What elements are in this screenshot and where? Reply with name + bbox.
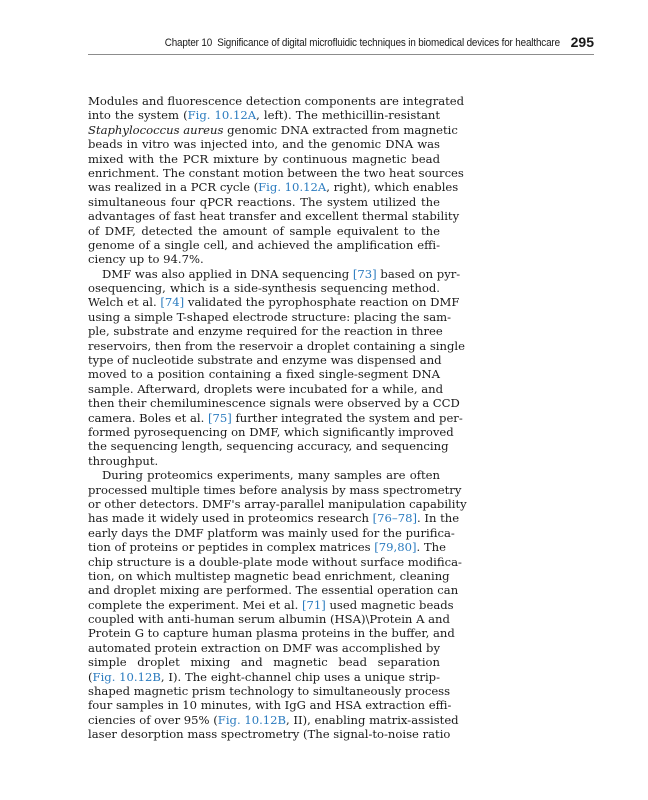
text-segment: automated protein extraction on DMF was accomplished by — [88, 640, 440, 655]
body-text — [88, 94, 467, 742]
text-segment: early days the DMF platform was mainly used for the purifica- — [88, 525, 455, 540]
text-line — [88, 224, 440, 238]
text-segment: sample. Afterward, droplets were incubated for a while, and — [88, 381, 444, 396]
text-line — [88, 712, 459, 727]
text-segment: shaped magnetic prism technology to simultaneously process — [88, 684, 451, 699]
reference-link[interactable]: [75] — [208, 410, 232, 425]
text-line — [88, 655, 440, 669]
text-segment: . The — [416, 540, 446, 555]
text-segment: based on pyr- — [376, 266, 461, 281]
text-segment: tion, on which multistep magnetic bead enrichment, cleaning — [88, 568, 450, 583]
text-line — [88, 626, 455, 641]
text-segment: advantages of fast heat transfer and excellent thermal stability — [88, 209, 460, 224]
text-line — [88, 309, 452, 324]
text-line — [88, 353, 440, 367]
reference-link[interactable]: Fig. 10.12B — [92, 669, 161, 684]
text-segment: simple droplet mixing and magnetic bead separation — [88, 655, 440, 670]
reference-link[interactable]: [71] — [301, 597, 326, 612]
text-segment: into the system ( — [88, 108, 188, 123]
text-segment: used magnetic beads — [325, 597, 454, 612]
text-segment: was realized in a PCR cycle ( — [88, 180, 259, 195]
text-line — [88, 554, 462, 569]
reference-link[interactable]: [74] — [160, 295, 185, 310]
text-line — [88, 122, 458, 137]
text-segment: ple, substrate and enzyme required for the reaction in three — [88, 324, 443, 339]
text-segment: complete the experiment. Mei et al. — [88, 597, 302, 612]
text-segment: has made it widely used in proteomics research — [88, 511, 373, 526]
text-segment: , II), enabling matrix-assisted — [286, 712, 459, 727]
text-line — [88, 540, 446, 555]
text-line — [88, 281, 440, 295]
page-number: 295 — [570, 34, 594, 50]
text-segment: , left). The methicillin-resistant — [256, 108, 441, 123]
text-segment: ciency up to 94.7%. — [88, 252, 204, 267]
text-segment: throughput. — [88, 453, 159, 468]
text-line — [88, 612, 450, 627]
text-segment: further integrated the system and per- — [231, 410, 463, 425]
text-line — [88, 410, 463, 425]
text-line — [88, 727, 451, 742]
italic-text: Staphylococcus aureus — [88, 122, 224, 137]
text-line — [88, 252, 440, 266]
chapter-heading — [165, 37, 560, 49]
text-line — [88, 152, 440, 166]
text-segment: Welch et al. — [88, 295, 161, 310]
text-line — [88, 583, 459, 598]
text-line — [88, 180, 459, 195]
text-segment: the sequencing length, sequencing accuracy, and sequencing — [88, 439, 449, 454]
text-line — [88, 525, 455, 540]
reference-link[interactable]: Fig. 10.12B — [217, 712, 287, 727]
text-line — [88, 641, 440, 655]
chapter-label: Chapter 10 — [164, 37, 213, 49]
text-line — [88, 468, 440, 482]
text-line — [88, 165, 464, 180]
text-line — [88, 698, 452, 713]
text-line — [88, 568, 450, 583]
text-line — [88, 496, 467, 511]
text-segment: of DMF, detected the amount of sample equivalent to the — [88, 223, 440, 238]
text-line — [88, 454, 440, 468]
text-segment: processed multiple times before analysis by mass spectrometry — [88, 482, 462, 497]
text-line — [88, 295, 460, 310]
text-segment: validated the pyrophosphate reaction on DMF — [184, 295, 460, 310]
text-line — [88, 338, 465, 353]
text-segment: reservoirs, then from the reservoir a droplet containing a single — [88, 338, 465, 353]
text-segment: mixed with the PCR mixture by continuous magnetic bead — [88, 151, 440, 166]
text-line — [88, 511, 460, 526]
text-segment: tion of proteins or peptides in complex matrices — [88, 540, 375, 555]
text-line — [88, 367, 440, 381]
text-segment: beads in vitro was injected into, and the genomic DNA was — [88, 137, 440, 152]
text-line — [88, 108, 440, 122]
text-line — [88, 266, 461, 281]
text-line — [88, 482, 462, 497]
text-segment: ( — [88, 669, 93, 684]
reference-link[interactable]: Fig. 10.12A — [258, 180, 327, 195]
text-segment: , right), which enables — [326, 180, 459, 195]
reference-link[interactable]: [73] — [352, 266, 377, 281]
running-header — [88, 34, 594, 55]
text-segment: chip structure is a double-plate mode without surface modifica- — [88, 554, 462, 569]
text-segment: using a simple T-shaped electrode structure: placing the sam- — [88, 309, 452, 324]
chapter-title: Significance of digital microfluidic techniques in biomedical devices for healthcare — [217, 37, 560, 49]
text-line — [88, 424, 454, 439]
text-segment: moved to a position containing a fixed single-segment DNA — [88, 367, 440, 382]
reference-link[interactable]: [76–78] — [372, 511, 417, 526]
text-segment: During proteomics experiments, many samples are often — [102, 468, 440, 483]
text-segment: genomic DNA extracted from magnetic — [223, 122, 458, 137]
text-segment: four samples in 10 minutes, with IgG and HSA extraction effi- — [88, 698, 452, 713]
text-segment: , I). The eight-channel chip uses a unique strip- — [160, 669, 440, 684]
text-line — [88, 94, 465, 108]
text-segment: osequencing, which is a side-synthesis sequencing method. — [88, 281, 440, 296]
text-line — [88, 670, 440, 684]
reference-link[interactable]: [79,80] — [374, 540, 417, 555]
text-segment: DMF was also applied in DNA sequencing — [102, 266, 353, 281]
text-line — [88, 396, 460, 411]
text-line — [88, 137, 440, 151]
text-line — [88, 381, 444, 396]
text-segment: formed pyrosequencing on DMF, which significantly improved — [88, 424, 454, 439]
text-line — [88, 684, 451, 699]
text-line — [88, 195, 440, 209]
text-segment: Modules and fluorescence detection components are integrated — [88, 94, 465, 108]
text-segment: type of nucleotide substrate and enzyme was dispensed and — [88, 353, 442, 368]
text-segment: then their chemiluminescence signals were observed by a CCD — [88, 396, 460, 411]
text-segment: genome of a single cell, and achieved the amplification effi- — [88, 237, 440, 252]
text-segment: or other detectors. DMF's array-parallel manipulation capability — [88, 496, 467, 511]
text-segment: camera. Boles et al. — [88, 410, 208, 425]
text-line — [88, 324, 443, 339]
text-segment: laser desorption mass spectrometry (The signal-to-noise ratio — [88, 727, 451, 742]
text-segment: and droplet mixing are performed. The essential operation can — [88, 583, 459, 598]
reference-link[interactable]: Fig. 10.12A — [187, 108, 257, 123]
text-segment: coupled with anti-human serum albumin (HSA)\Protein A and — [88, 612, 450, 627]
text-segment: enrichment. The constant motion between the two heat sources — [88, 165, 464, 180]
text-segment: . In the — [417, 511, 460, 526]
text-segment: simultaneous four qPCR reactions. The system utilized the — [88, 194, 440, 209]
text-segment: ciencies of over 95% ( — [88, 712, 218, 727]
text-line — [88, 597, 454, 612]
text-segment: Protein G to capture human plasma proteins in the buffer, and — [88, 626, 455, 641]
text-line — [88, 238, 440, 252]
text-line — [88, 209, 460, 224]
text-line — [88, 439, 449, 454]
